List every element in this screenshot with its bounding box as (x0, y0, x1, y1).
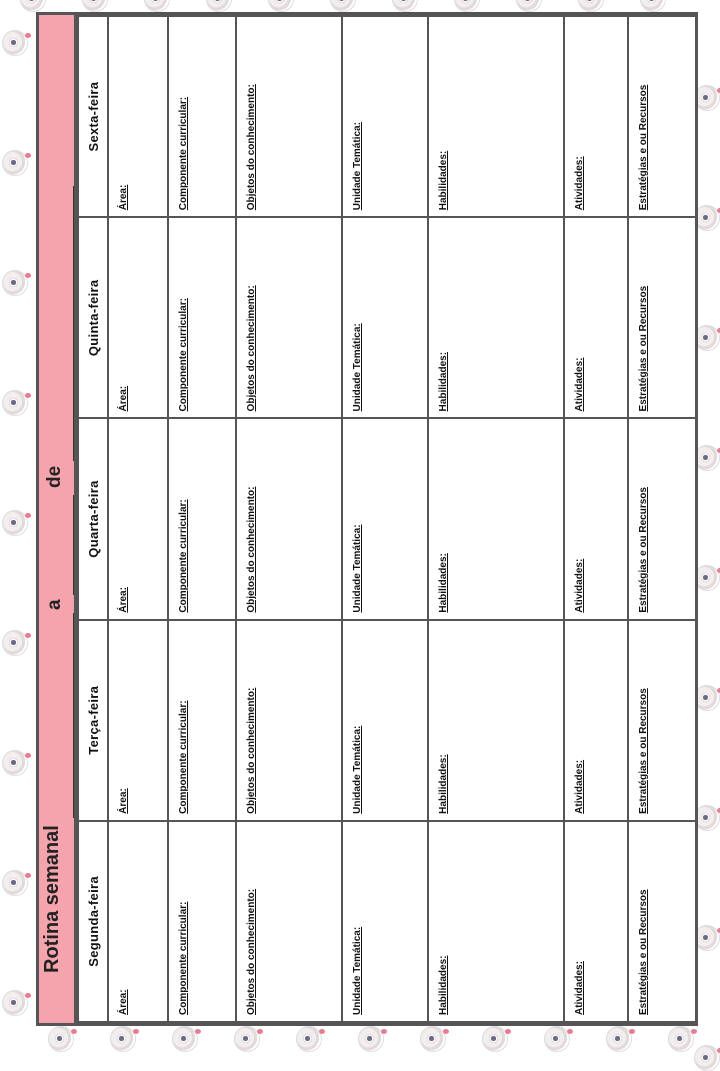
field-label-atividades: Atividades: (574, 558, 585, 613)
field-label-estrategias: Estratégias e ou Recursos (638, 285, 649, 412)
cell-componente-tuesday (168, 620, 236, 821)
sheep-decoration (296, 1026, 322, 1052)
cell-atividades-tuesday (564, 620, 628, 821)
sheep-decoration (330, 0, 356, 12)
sheep-decoration (668, 1026, 694, 1052)
sheep-decoration (2, 30, 28, 56)
sheep-decoration (694, 1045, 720, 1071)
cell-habilidades-tuesday (428, 620, 564, 821)
field-label-habilidades: Habilidades: (438, 553, 449, 613)
cell-habilidades-friday (428, 16, 564, 217)
field-label-componente: Componente curricular: (178, 499, 189, 613)
field-label-area: Área: (118, 385, 129, 412)
title-connector-a: a (44, 599, 65, 610)
row-area (108, 16, 168, 1022)
cell-area-wednesday (108, 418, 168, 619)
field-label-objetos: Objetos do conhecimento: (246, 888, 257, 1015)
cell-area-friday (108, 16, 168, 217)
field-label-unidade: Unidade Temática: (352, 323, 363, 412)
field-label-componente: Componente curricular: (178, 901, 189, 1015)
cell-estrategias-friday (628, 16, 696, 217)
cell-componente-thursday (168, 217, 236, 418)
title-connector-de: de (44, 465, 65, 488)
row-unidade (342, 16, 428, 1022)
field-label-unidade: Unidade Temática: (352, 926, 363, 1015)
field-label-estrategias: Estratégias e ou Recursos (638, 889, 649, 1015)
weekly-routine-sheet (36, 12, 698, 1026)
cell-area-monday (108, 821, 168, 1022)
field-label-atividades: Atividades: (574, 759, 585, 814)
cell-objetos-thursday (236, 217, 342, 418)
sheep-decoration (20, 0, 46, 12)
sheep-decoration (358, 1026, 384, 1052)
date-blank-middle (73, 495, 74, 595)
cell-estrategias-thursday (628, 217, 696, 418)
sheep-decoration (2, 750, 28, 776)
sheep-decoration (482, 1026, 508, 1052)
field-label-habilidades: Habilidades: (438, 754, 449, 814)
sheep-decoration (2, 150, 28, 176)
field-label-area: Área: (118, 587, 129, 613)
field-label-estrategias: Estratégias e ou Recursos (638, 688, 649, 814)
title-bar (39, 15, 77, 1023)
field-label-objetos: Objetos do conhecimento: (246, 285, 257, 412)
field-label-atividades: Atividades: (574, 357, 585, 412)
day-wednesday: Quarta-feira (78, 418, 108, 619)
cell-habilidades-wednesday (428, 418, 564, 619)
cell-objetos-tuesday (236, 620, 342, 821)
cell-atividades-monday (564, 821, 628, 1022)
cell-atividades-thursday (564, 217, 628, 418)
field-label-unidade: Unidade Temática: (352, 725, 363, 814)
cell-objetos-wednesday (236, 418, 342, 619)
cell-unidade-friday (342, 16, 428, 217)
sheep-decoration (82, 0, 108, 12)
field-label-atividades: Atividades: (574, 156, 585, 211)
field-label-unidade: Unidade Temática: (352, 524, 363, 613)
cell-objetos-friday (236, 16, 342, 217)
field-label-objetos: Objetos do conhecimento: (246, 486, 257, 613)
cell-componente-wednesday (168, 418, 236, 619)
field-label-componente: Componente curricular: (178, 700, 189, 814)
cell-objetos-monday (236, 821, 342, 1022)
day-header-row (78, 16, 108, 1022)
field-label-unidade: Unidade Temática: (352, 122, 363, 211)
field-label-habilidades: Habilidades: (438, 351, 449, 412)
day-thursday: Quinta-feira (78, 217, 108, 418)
row-habilidades (428, 16, 564, 1022)
cell-habilidades-monday (428, 821, 564, 1022)
routine-table (77, 15, 697, 1023)
sheep-decoration (2, 510, 28, 536)
cell-estrategias-tuesday (628, 620, 696, 821)
field-label-area: Área: (118, 788, 129, 814)
field-label-estrategias: Estratégias e ou Recursos (638, 487, 649, 613)
day-monday: Segunda-feira (78, 821, 108, 1022)
sheep-decoration (544, 1026, 570, 1052)
date-blank-end (73, 186, 74, 461)
cell-unidade-wednesday (342, 418, 428, 619)
date-blank-start (73, 613, 74, 818)
day-tuesday: Terça-feira (78, 620, 108, 821)
rotated-content (39, 15, 695, 1023)
field-label-estrategias: Estratégias e ou Recursos (638, 84, 649, 211)
field-label-componente: Componente curricular: (178, 96, 189, 211)
sheep-decoration (2, 390, 28, 416)
sheep-decoration (578, 0, 604, 12)
sheep-decoration (144, 0, 170, 12)
row-estrategias (628, 16, 696, 1022)
field-label-area: Área: (118, 184, 129, 211)
sheep-decoration (392, 0, 418, 12)
field-label-objetos: Objetos do conhecimento: (246, 687, 257, 814)
field-label-atividades: Atividades: (574, 961, 585, 1015)
field-label-area: Área: (118, 989, 129, 1015)
sheep-decoration (516, 0, 542, 12)
cell-unidade-monday (342, 821, 428, 1022)
field-label-habilidades: Habilidades: (438, 150, 449, 211)
sheep-decoration (454, 0, 480, 12)
cell-componente-friday (168, 16, 236, 217)
cell-estrategias-wednesday (628, 418, 696, 619)
cell-area-tuesday (108, 620, 168, 821)
sheep-decoration (110, 1026, 136, 1052)
sheep-decoration (172, 1026, 198, 1052)
cell-atividades-friday (564, 16, 628, 217)
row-atividades (564, 16, 628, 1022)
sheep-decoration (2, 630, 28, 656)
sheep-decoration (234, 1026, 260, 1052)
field-label-componente: Componente curricular: (178, 298, 189, 412)
field-label-objetos: Objetos do conhecimento: (246, 84, 257, 211)
cell-atividades-wednesday (564, 418, 628, 619)
sheep-decoration (2, 270, 28, 296)
sheep-decoration (2, 870, 28, 896)
field-label-habilidades: Habilidades: (438, 955, 449, 1015)
page-title: Rotina semanal (41, 825, 63, 973)
sheep-decoration (268, 0, 294, 12)
cell-componente-monday (168, 821, 236, 1022)
sheep-decoration (2, 990, 28, 1016)
sheep-decoration (48, 1026, 74, 1052)
cell-estrategias-monday (628, 821, 696, 1022)
sheep-decoration (206, 0, 232, 12)
row-componente (168, 16, 236, 1022)
cell-unidade-thursday (342, 217, 428, 418)
cell-unidade-tuesday (342, 620, 428, 821)
row-objetos (236, 16, 342, 1022)
sheep-decoration (640, 0, 666, 12)
cell-habilidades-thursday (428, 217, 564, 418)
sheep-decoration (606, 1026, 632, 1052)
sheep-decoration (420, 1026, 446, 1052)
day-friday: Sexta-feira (78, 16, 108, 217)
cell-area-thursday (108, 217, 168, 418)
